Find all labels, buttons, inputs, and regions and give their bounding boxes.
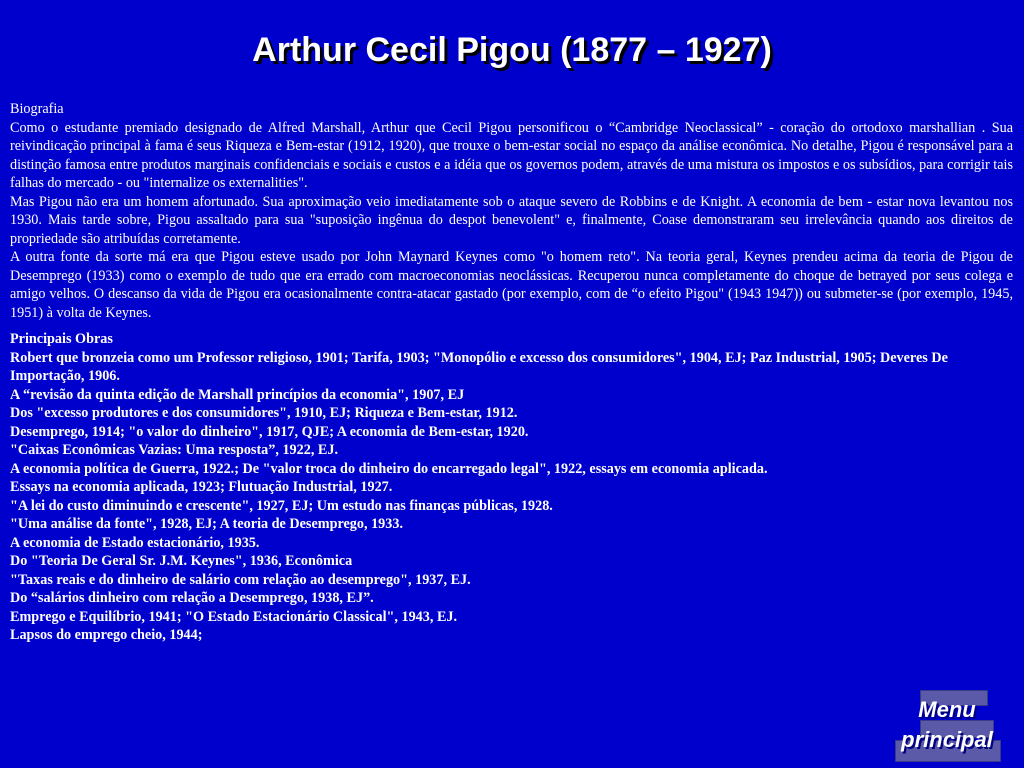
works-line: Do "Teoria De Geral Sr. J.M. Keynes", 1936, Econômica	[10, 553, 353, 569]
works-list	[10, 349, 1013, 645]
works-line: "Taxas reais e do dinheiro de salário com relação ao desemprego", 1937, EJ.	[10, 571, 471, 588]
works-line: Dos "excesso produtores e dos consumidores", 1910, EJ; Riqueza e Bem-estar, 1912.	[10, 405, 518, 421]
works-line: Emprego e Equilíbrio, 1941; "O Estado Estacionário Classical", 1943, EJ.	[10, 608, 458, 625]
works-line: Desemprego, 1914; "o valor do dinheiro", 1917, QJE; A economia de Bem-estar, 1920.	[10, 423, 529, 440]
works-line: Essays na economia aplicada, 1923; Flutuação Industrial, 1927.	[10, 479, 393, 495]
works-section	[10, 330, 1013, 645]
biography-section	[10, 100, 1013, 322]
works-line: Do “salários dinheiro com relação a Desemprego, 1938, EJ”.	[10, 590, 374, 606]
menu-button-label-line1: Menu	[918, 697, 976, 722]
works-line: A “revisão da quinta edição de Marshall princípios da economia", 1907, EJ	[10, 386, 465, 403]
works-line: "A lei do custo diminuindo e crescente", 1927, EJ; Um estudo nas finanças públicas, 1928.	[10, 497, 553, 514]
main-menu-button[interactable]	[893, 690, 1001, 762]
works-line: Lapsos do emprego cheio, 1944;	[10, 627, 203, 643]
works-line: "Caixas Econômicas Vazias: Uma resposta”, 1922, EJ.	[10, 442, 339, 458]
works-heading: Principais Obras	[10, 331, 113, 347]
slide-title: Arthur Cecil Pigou (1877 – 1927)	[252, 31, 772, 69]
works-line: A economia política de Guerra, 1922.; De "valor troca do dinheiro do encarregado legal", 1922, essays em economia aplicada.	[10, 460, 768, 477]
biography-paragraph: Como o estudante premiado designado de Alfred Marshall, Arthur que Cecil Pigou personificou o “Cambridge Neoclassical” - coração do ortodoxo marshallian . Sua reivindicação principal à fama é seus Riqueza e Bem-estar (1912, 1920), que trouxe o bem-estar social no espaço da análise econômica. No detalhe, Pigou é responsável para a distinção famosa entre produtos marginais confidenciais e sociais e custos e a idéia que os governos podem, através de uma mistura os impostos e os subsídios, para corrigir tais falhas do mercado - ou "internalize os externalities".	[10, 119, 1013, 191]
works-line: A economia de Estado estacionário, 1935.	[10, 534, 260, 551]
biography-paragraph: A outra fonte da sorte má era que Pigou esteve usado por John Maynard Keynes como "o homem reto". Na teoria geral, Keynes prendeu acima da teoria de Pigou de Desemprego (1933) como o exemplo de tudo que era errado com macroeconomias neoclássicas. Recuperou nunca completamente do choque de betrayed por seus colega e amigo velhos. O descanso da vida de Pigou era ocasionalmente contra-atacar gastado (por exemplo, com de “o efeito Pigou" (1943 1947)) ou submeter-se (por exemplo, 1945, 1951) à volta de Keynes.	[10, 249, 1013, 321]
biography-heading: Biografia	[10, 101, 64, 117]
biography-paragraph: Mas Pigou não era um homem afortunado. Sua aproximação veio imediatamente sob o ataque severo de Robbins e de Knight. A economia de bem - estar nova levantou nos 1930. Mais tarde sobre, Pigou assaltado para sua "suposição ingênua do despot benevolent" e, finalmente, Coase demonstraram seu irrelevância quando aos direitos de propriedade são atribuídas corretamente.	[10, 193, 1013, 247]
slide-body	[10, 100, 1013, 645]
works-line: Robert que bronzeia como um Professor religioso, 1901; Tarifa, 1903; "Monopólio e excesso dos consumidores", 1904, EJ; Paz Industrial, 1905; Deveres De Importação, 1906.	[10, 349, 948, 384]
works-line: "Uma análise da fonte", 1928, EJ; A teoria de Desemprego, 1933.	[10, 516, 404, 532]
menu-button-label-line2: principal	[901, 727, 993, 752]
